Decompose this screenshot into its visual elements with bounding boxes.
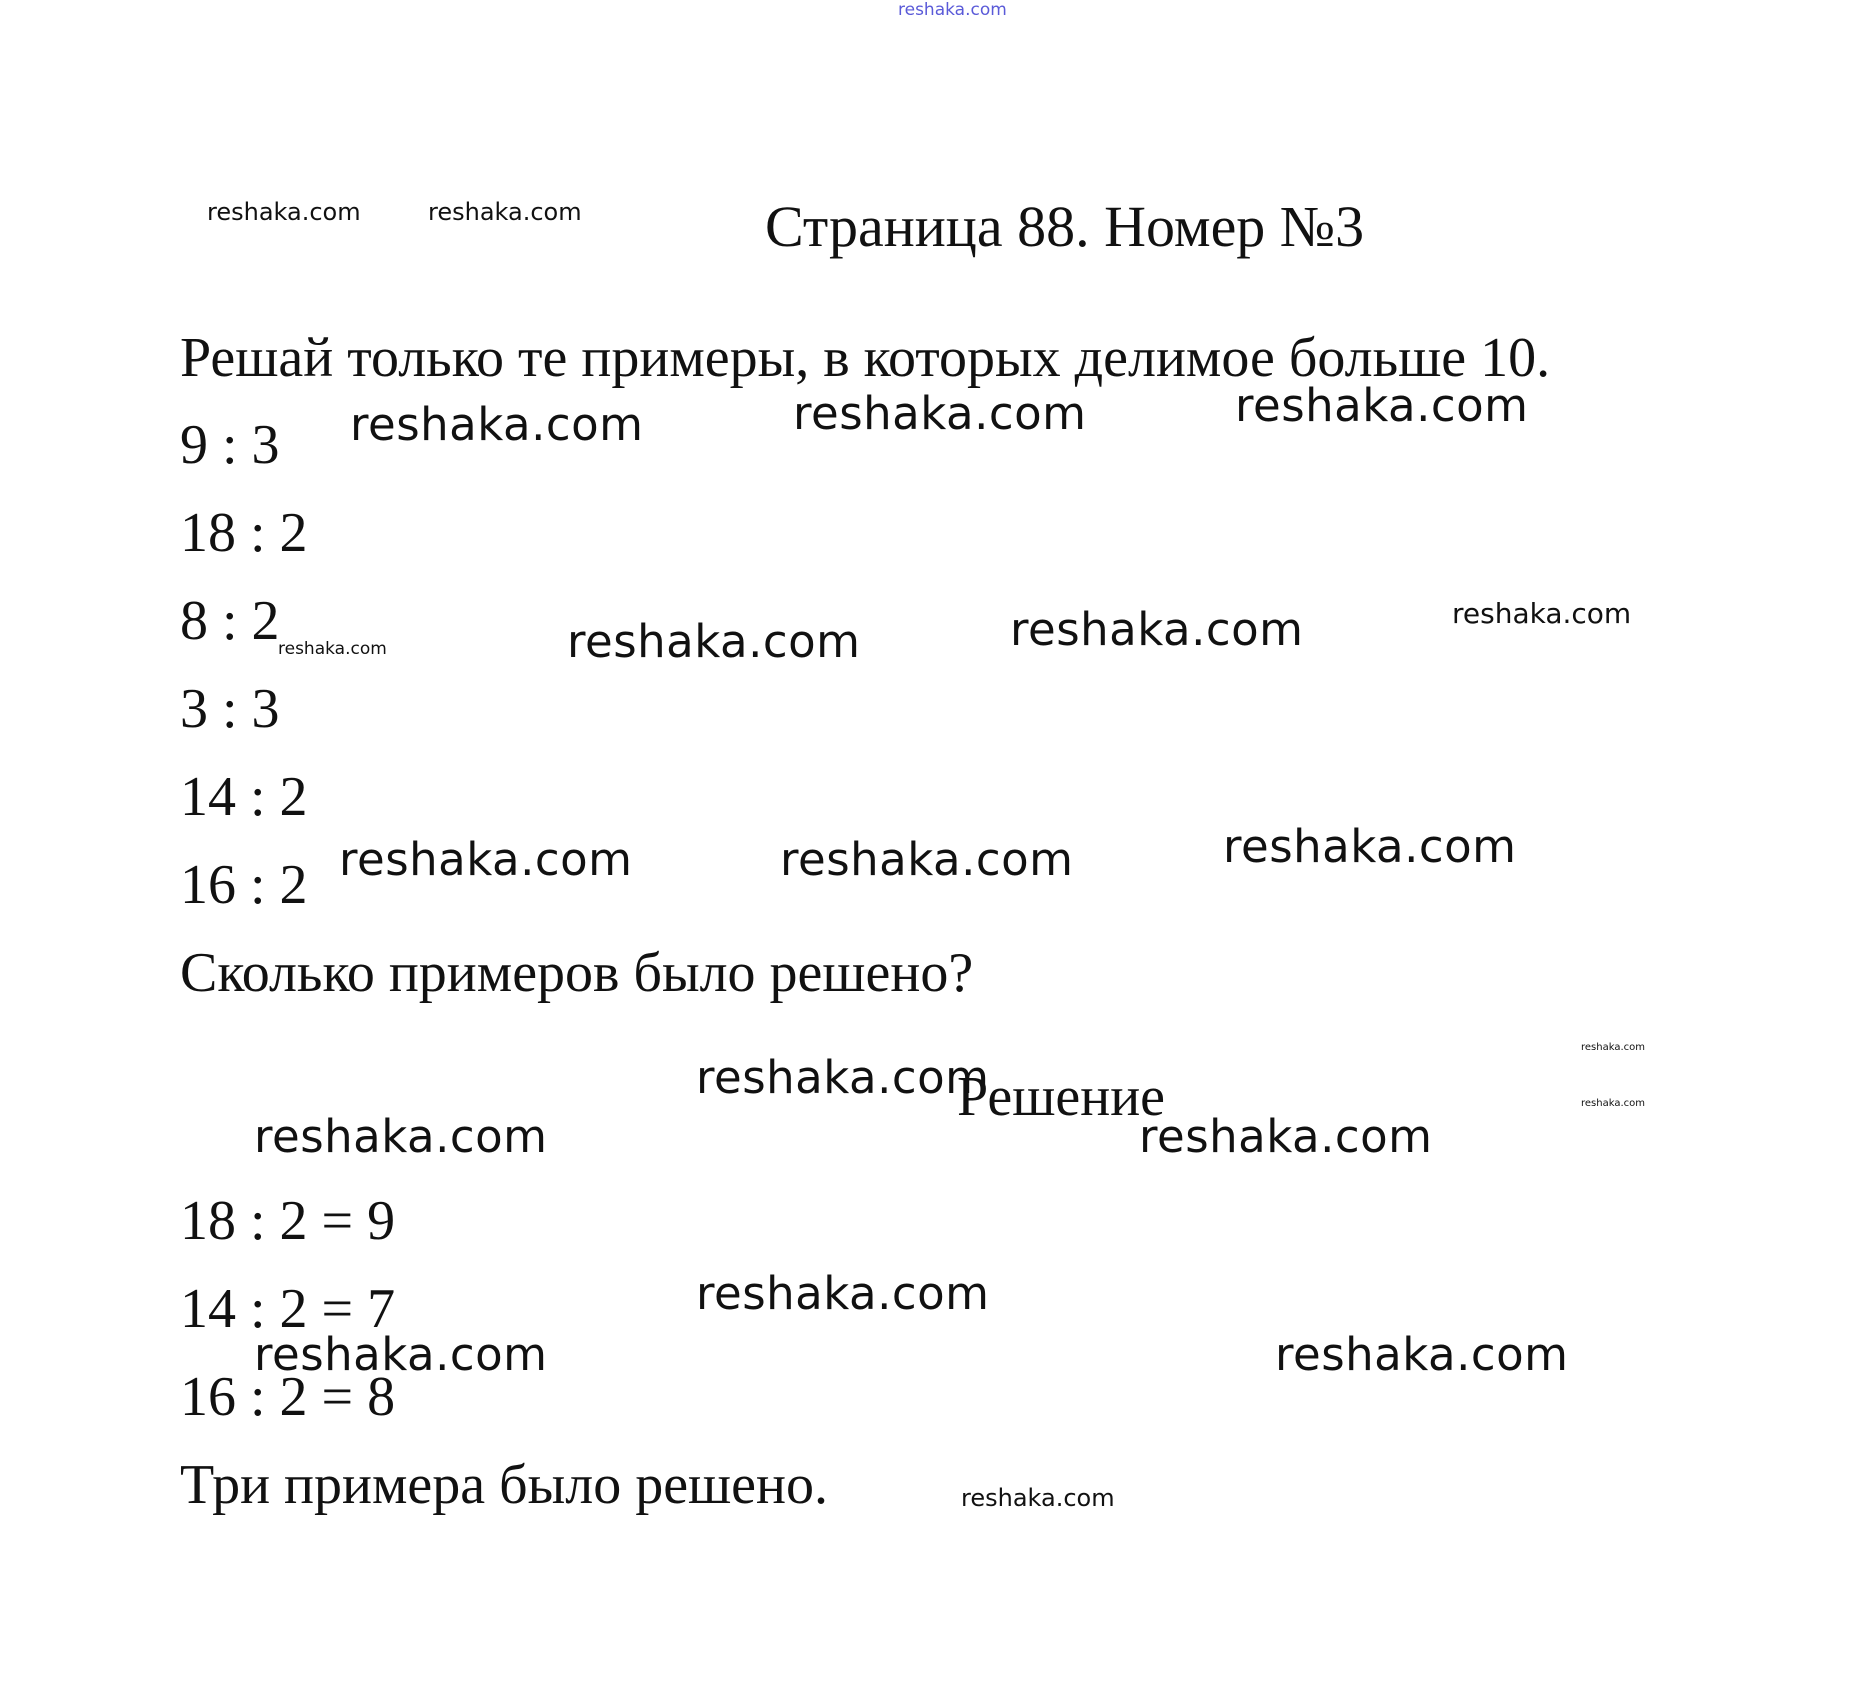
watermark-solution-3: reshaka.com	[1139, 1110, 1433, 1163]
watermark-header-2: reshaka.com	[428, 198, 582, 226]
watermark-row6-1: reshaka.com	[339, 833, 633, 886]
solution-line-1: 18 : 2 = 9	[180, 1190, 396, 1252]
watermark-solution-2: reshaka.com	[254, 1110, 548, 1163]
watermark-row3-small: reshaka.com	[278, 639, 387, 659]
solution-answer: Три примера было решено.	[180, 1454, 828, 1516]
example-2: 18 : 2	[180, 502, 308, 564]
watermark-sol-lines-3: reshaka.com	[1275, 1328, 1569, 1381]
watermark-row3-3: reshaka.com	[1452, 597, 1632, 630]
watermark-row1-3: reshaka.com	[1235, 379, 1529, 432]
watermark-sol-lines-1: reshaka.com	[696, 1267, 990, 1320]
watermark-answer: reshaka.com	[961, 1484, 1115, 1512]
watermark-tiny-2: reshaka.com	[1581, 1098, 1645, 1109]
example-1: 9 : 3	[180, 414, 280, 476]
watermark-solution-1: reshaka.com	[696, 1051, 990, 1104]
solution-heading: Решение	[957, 1066, 1166, 1128]
task-question: Сколько примеров было решено?	[180, 942, 974, 1004]
page-title: Страница 88. Номер №3	[765, 194, 1365, 259]
task-instruction: Решай только те примеры, в которых делимое больше 10.	[180, 327, 1551, 389]
example-3: 8 : 2	[180, 590, 280, 652]
solution-line-2: 14 : 2 = 7	[180, 1278, 396, 1340]
watermark-row1-2: reshaka.com	[793, 387, 1087, 440]
watermark-row6-2: reshaka.com	[780, 833, 1074, 886]
solution-line-3: 16 : 2 = 8	[180, 1366, 396, 1428]
watermark-top: reshaka.com	[898, 0, 1007, 20]
watermark-header-1: reshaka.com	[207, 198, 361, 226]
example-4: 3 : 3	[180, 678, 280, 740]
watermark-row3-1: reshaka.com	[567, 615, 861, 668]
watermark-row6-3: reshaka.com	[1223, 820, 1517, 873]
example-5: 14 : 2	[180, 766, 308, 828]
watermark-tiny-1: reshaka.com	[1581, 1042, 1645, 1053]
example-6: 16 : 2	[180, 854, 308, 916]
watermark-row1-1: reshaka.com	[350, 398, 644, 451]
watermark-row3-2: reshaka.com	[1010, 603, 1304, 656]
watermark-sol-lines-2: reshaka.com	[254, 1328, 548, 1381]
